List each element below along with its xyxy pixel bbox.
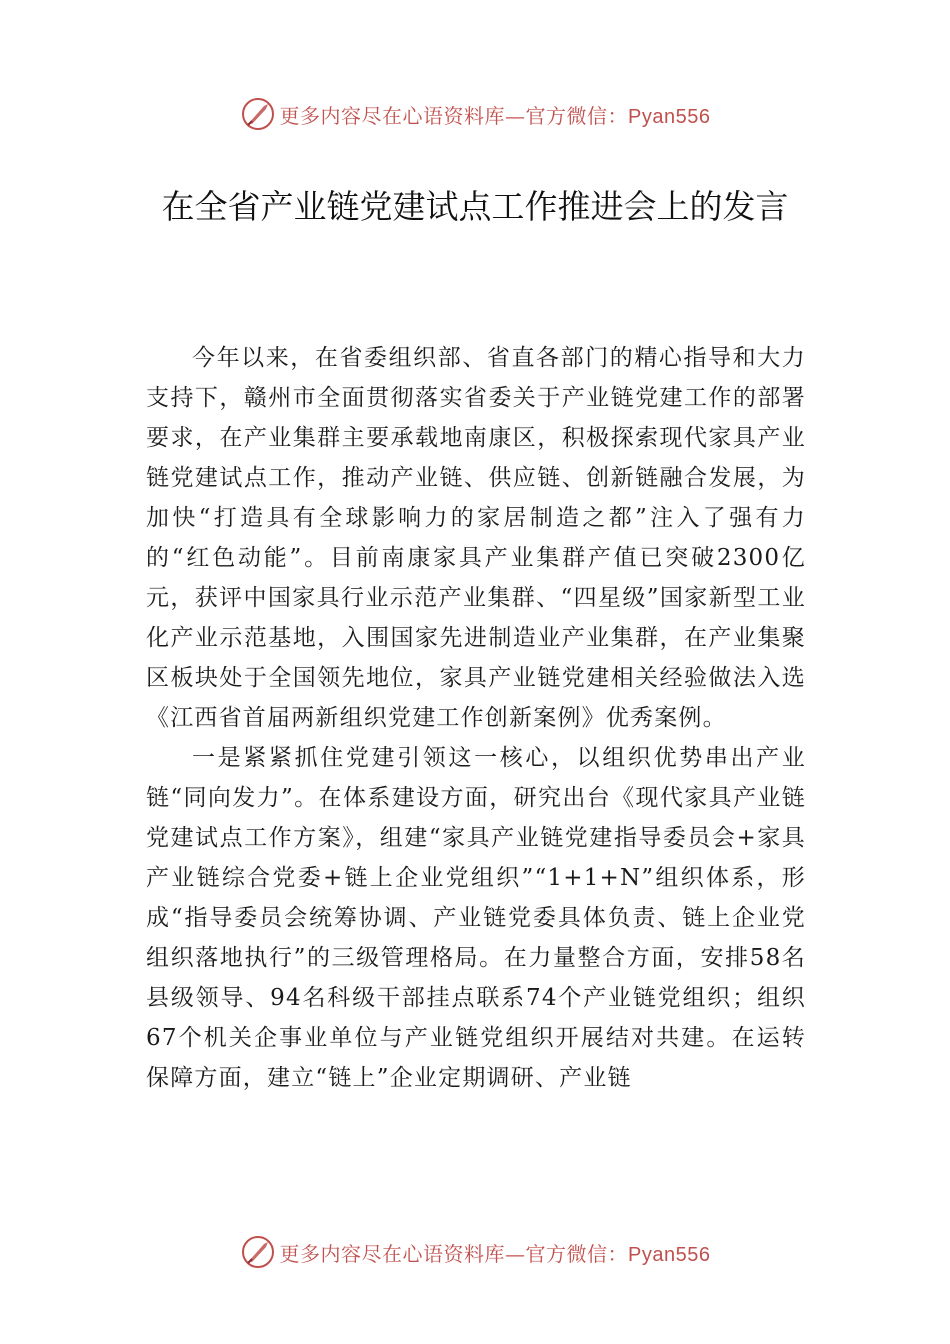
watermark-wechat-label: 官方微信： (525, 103, 629, 128)
body-paragraph-1: 今年以来，在省委组织部、省直各部门的精心指导和大力支持下，赣州市全面贯彻落实省委关于产业链党建工作的部署要求，在产业集群主要承载地南康区，积极探索现代家具产业链党建试点工作，推动产业链、供应链、创新链融合发展，为加快“打造具有全球影响力的家居制造之都”注入了强有力的“红色动能”。目前南康家具产业集群产值已突破2300亿元，获评中国家具行业示范产业集群、“四星级”国家新型工业化产业示范基地，入围国家先进制造业产业集群，在产业集聚区板块处于全国领先地位，家具产业链党建相关经验做法入选《江西省首届两新组织党建工作创新案例》优秀案例。 (146, 345, 806, 731)
quill-logo-icon (240, 1234, 276, 1270)
watermark-footer (0, 1232, 950, 1272)
watermark-slogan: 更多内容尽在心语资料库 (279, 103, 506, 128)
watermark-separator: — (505, 103, 526, 128)
quill-logo-icon (240, 96, 276, 132)
watermark-separator: — (505, 1241, 526, 1266)
watermark-wechat-id: Pyan556 (628, 1243, 711, 1266)
watermark-label (280, 1238, 711, 1267)
document-body (146, 338, 806, 1098)
watermark-label (280, 100, 711, 129)
document-title: 在全省产业链党建试点工作推进会上的发言 (161, 187, 789, 226)
body-paragraph-2: 一是紧紧抓住党建引领这一核心，以组织优势串出产业链“同向发力”。在体系建设方面，研究出台《现代家具产业链党建试点工作方案》，组建“家具产业链党建指导委员会+家具产业链综合党委+链上企业党组织”“1+1+N”组织体系，形成“指导委员会统筹协调、产业链党委具体负责、链上企业党组织落地执行”的三级管理格局。在力量整合方面，安排58名县级领导、94名科级干部挂点联系74个产业链党组织；组织67个机关企事业单位与产业链党组织开展结对共建。在运转保障方面，建立“链上”企业定期调研、产业链 (146, 745, 806, 1091)
watermark-header (0, 94, 950, 134)
watermark-wechat-label: 官方微信： (525, 1241, 629, 1266)
watermark-slogan: 更多内容尽在心语资料库 (279, 1241, 506, 1266)
watermark-wechat-id: Pyan556 (628, 105, 711, 128)
